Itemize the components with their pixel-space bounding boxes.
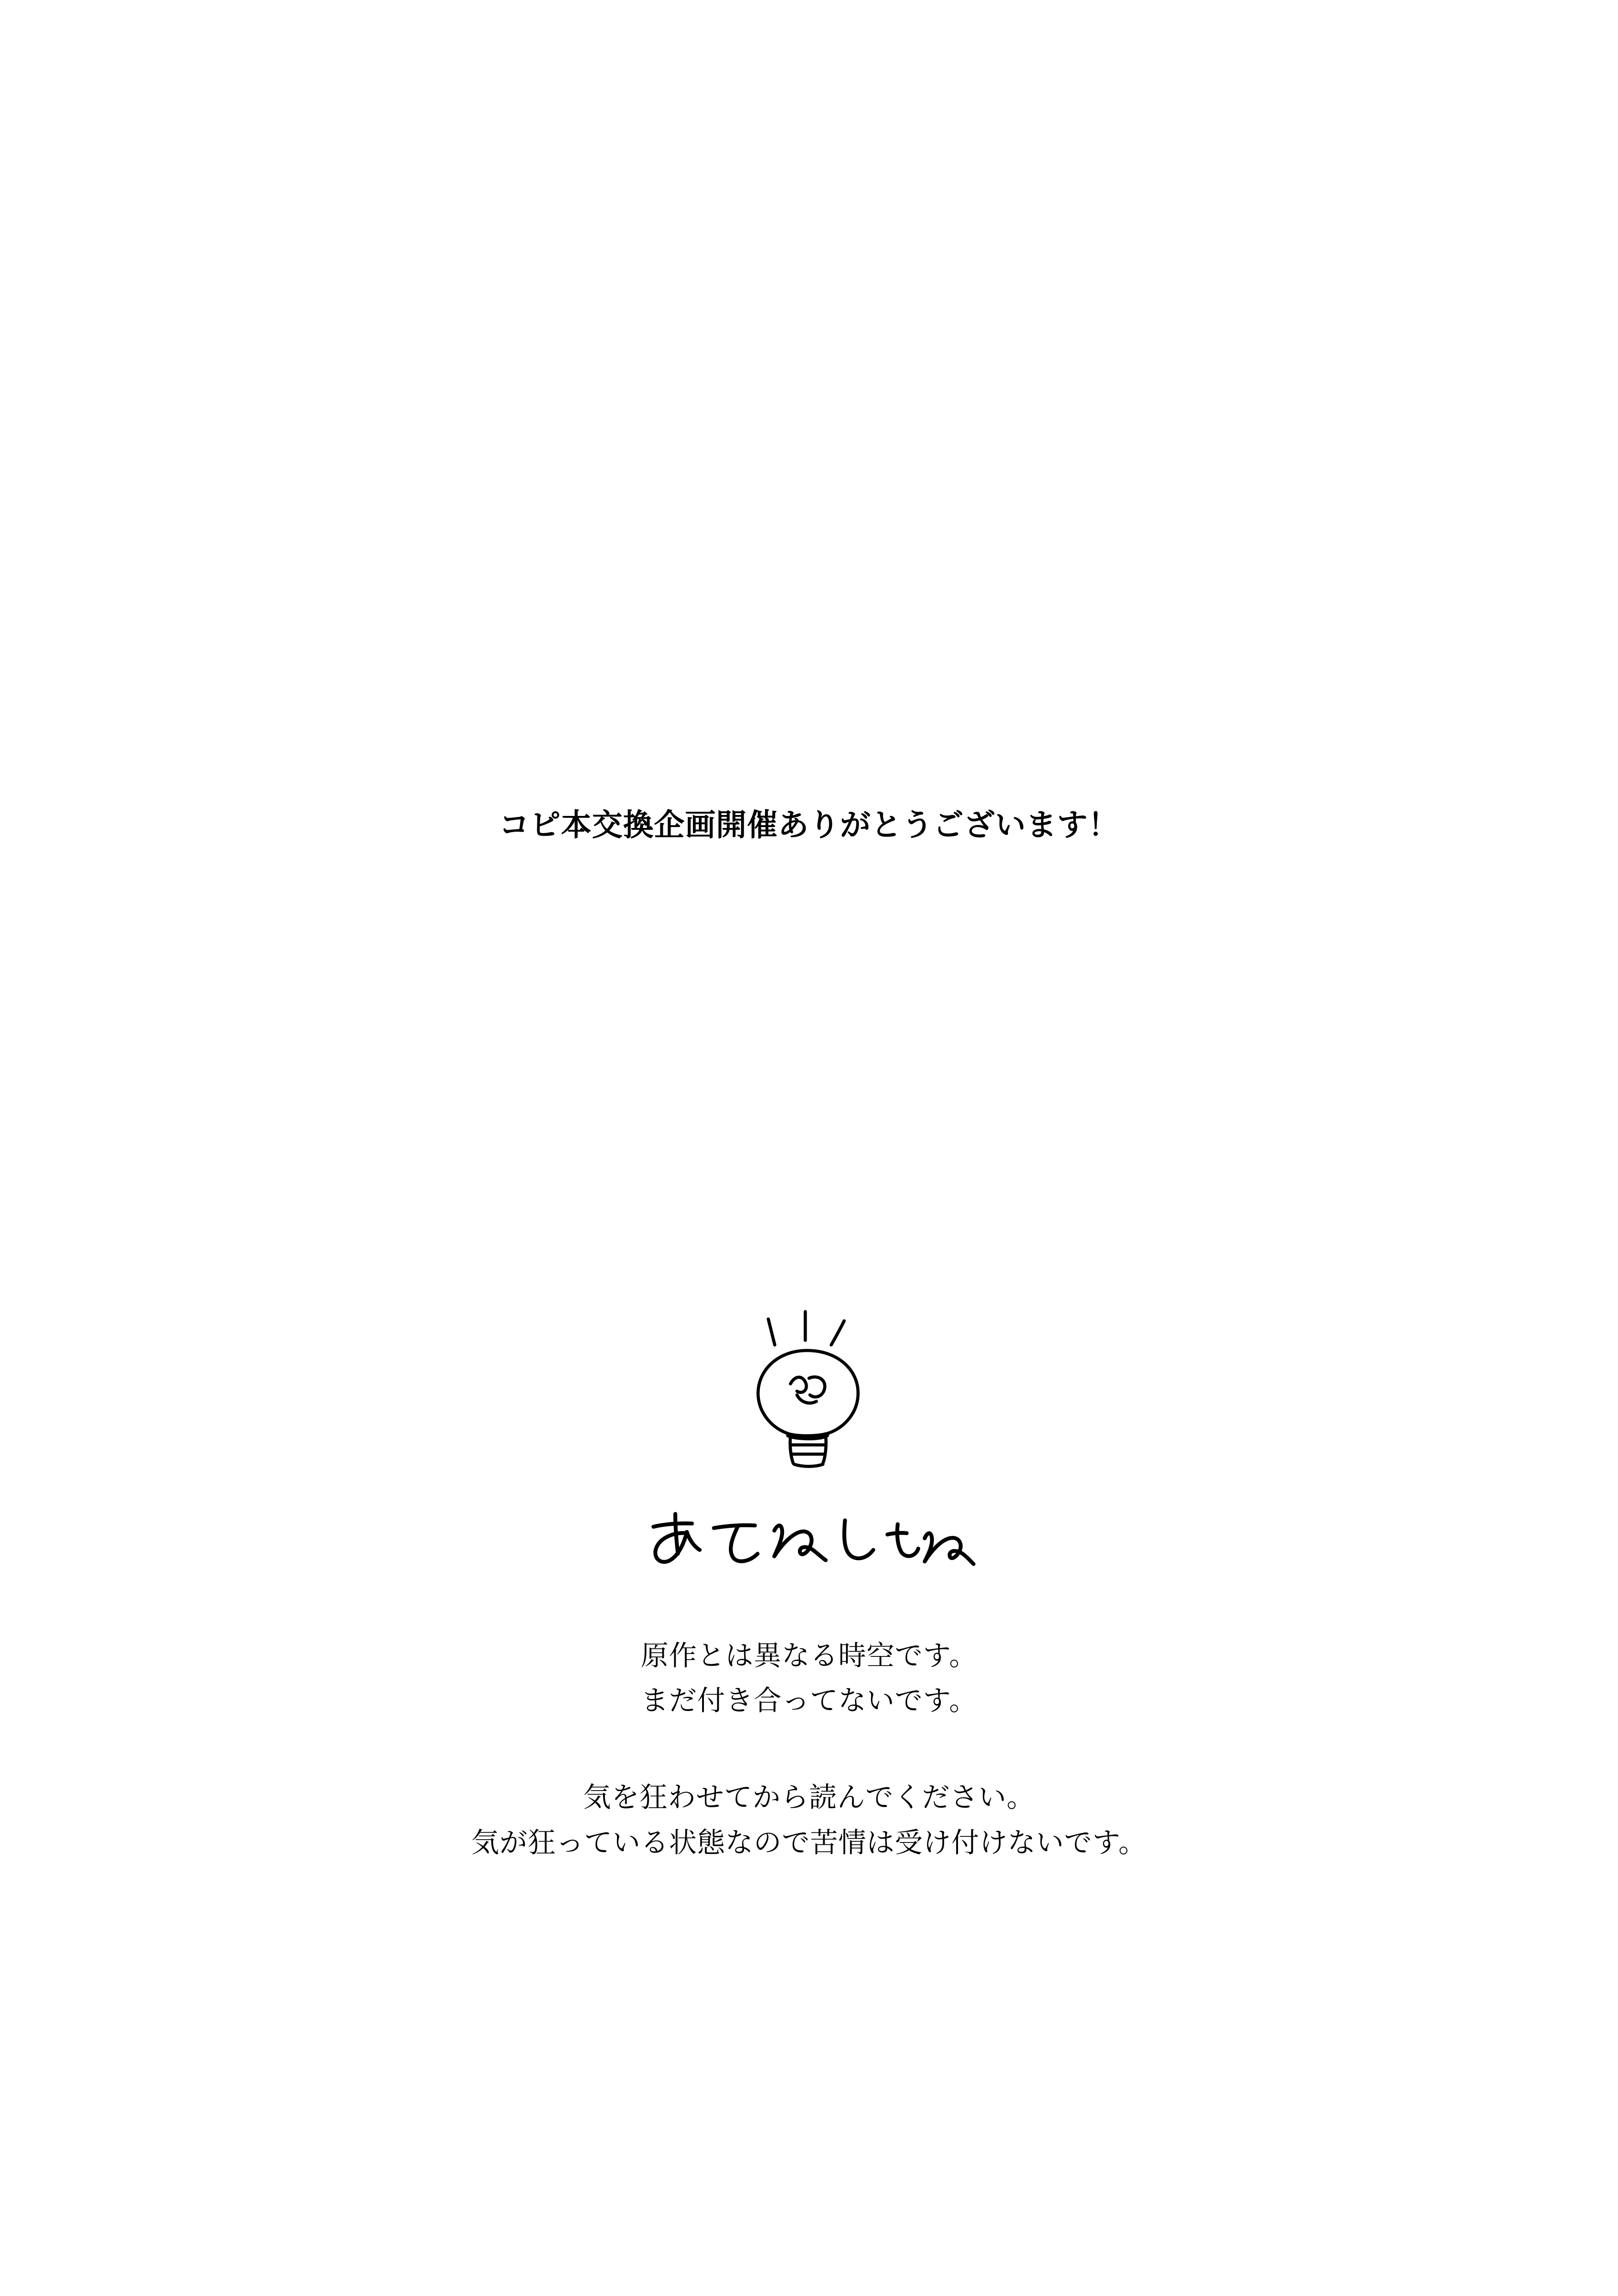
attention-header: [0, 1310, 1618, 1578]
greeting-text: コピ本交換企画開催ありがとうございます！: [499, 807, 1119, 843]
notice-line: 気が狂っている状態なので苦情は受け付けないです。: [471, 1826, 1147, 1859]
attention-handwritten-label: [633, 1509, 985, 1578]
notice-line: まだ付き合ってないです。: [641, 1685, 977, 1717]
notice-line: 気を狂わせてから読んでください。: [583, 1781, 1035, 1814]
notice-paragraph-2: [0, 1775, 1618, 1865]
notice-line: 原作とは異なる時空です。: [641, 1640, 977, 1672]
notice-section: [0, 1634, 1618, 1866]
lightbulb-icon: [679, 1310, 939, 1504]
notice-paragraph-1: [0, 1634, 1618, 1724]
